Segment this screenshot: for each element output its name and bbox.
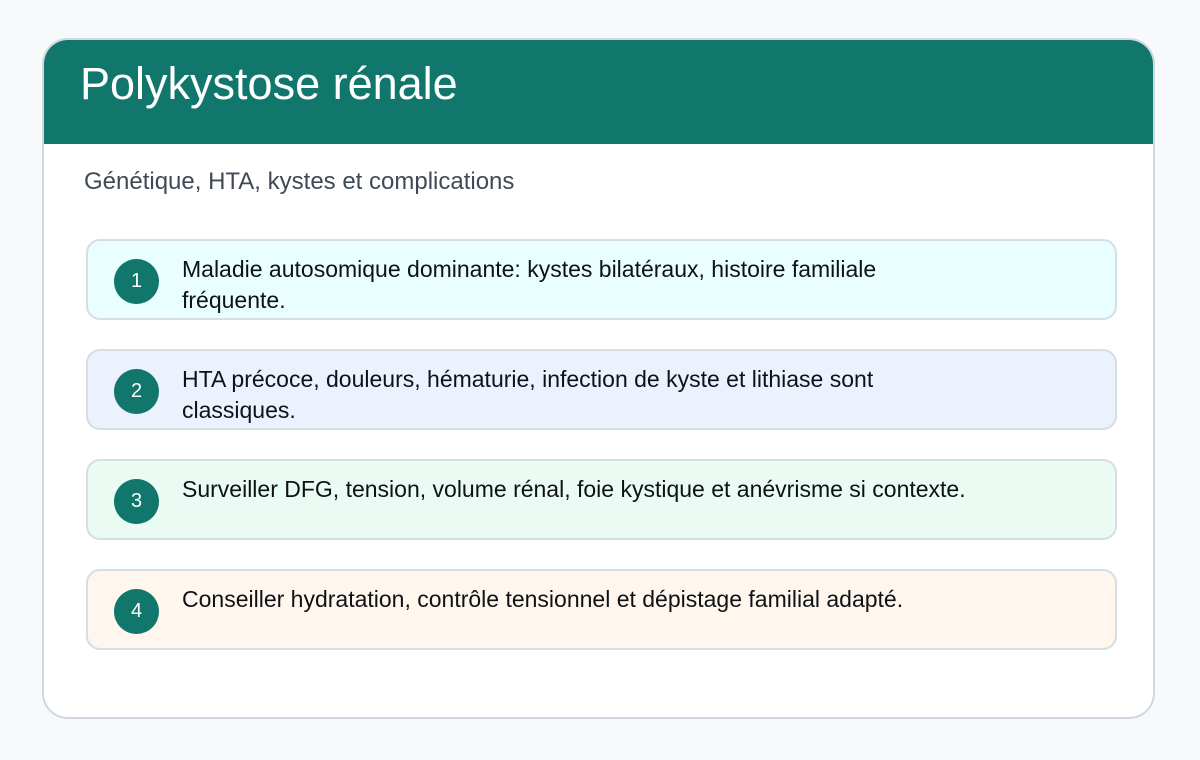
- step-number-badge: 1: [114, 259, 159, 304]
- list-item-text: HTA précoce, douleurs, hématurie, infection de kyste et lithiase sont classiques.: [182, 366, 874, 423]
- step-number-badge: 3: [114, 479, 159, 524]
- list-item: [86, 239, 1117, 320]
- card-subtitle: Génétique, HTA, kystes et complications: [84, 168, 515, 195]
- list-item: [86, 569, 1117, 650]
- card-header: [44, 40, 1153, 144]
- info-card: [42, 38, 1155, 719]
- step-number-badge: 4: [114, 589, 159, 634]
- list-item: [86, 459, 1117, 540]
- step-number-badge: 2: [114, 369, 159, 414]
- list-item-text: Maladie autosomique dominante: kystes bilatéraux, histoire familiale fréquente.: [182, 256, 877, 313]
- list-item-text: Surveiller DFG, tension, volume rénal, foie kystique et anévrisme si contexte.: [182, 476, 966, 502]
- list-item: [86, 349, 1117, 430]
- page-title: Polykystose rénale: [80, 58, 458, 109]
- list-item-text: Conseiller hydratation, contrôle tensionnel et dépistage familial adapté.: [182, 586, 904, 612]
